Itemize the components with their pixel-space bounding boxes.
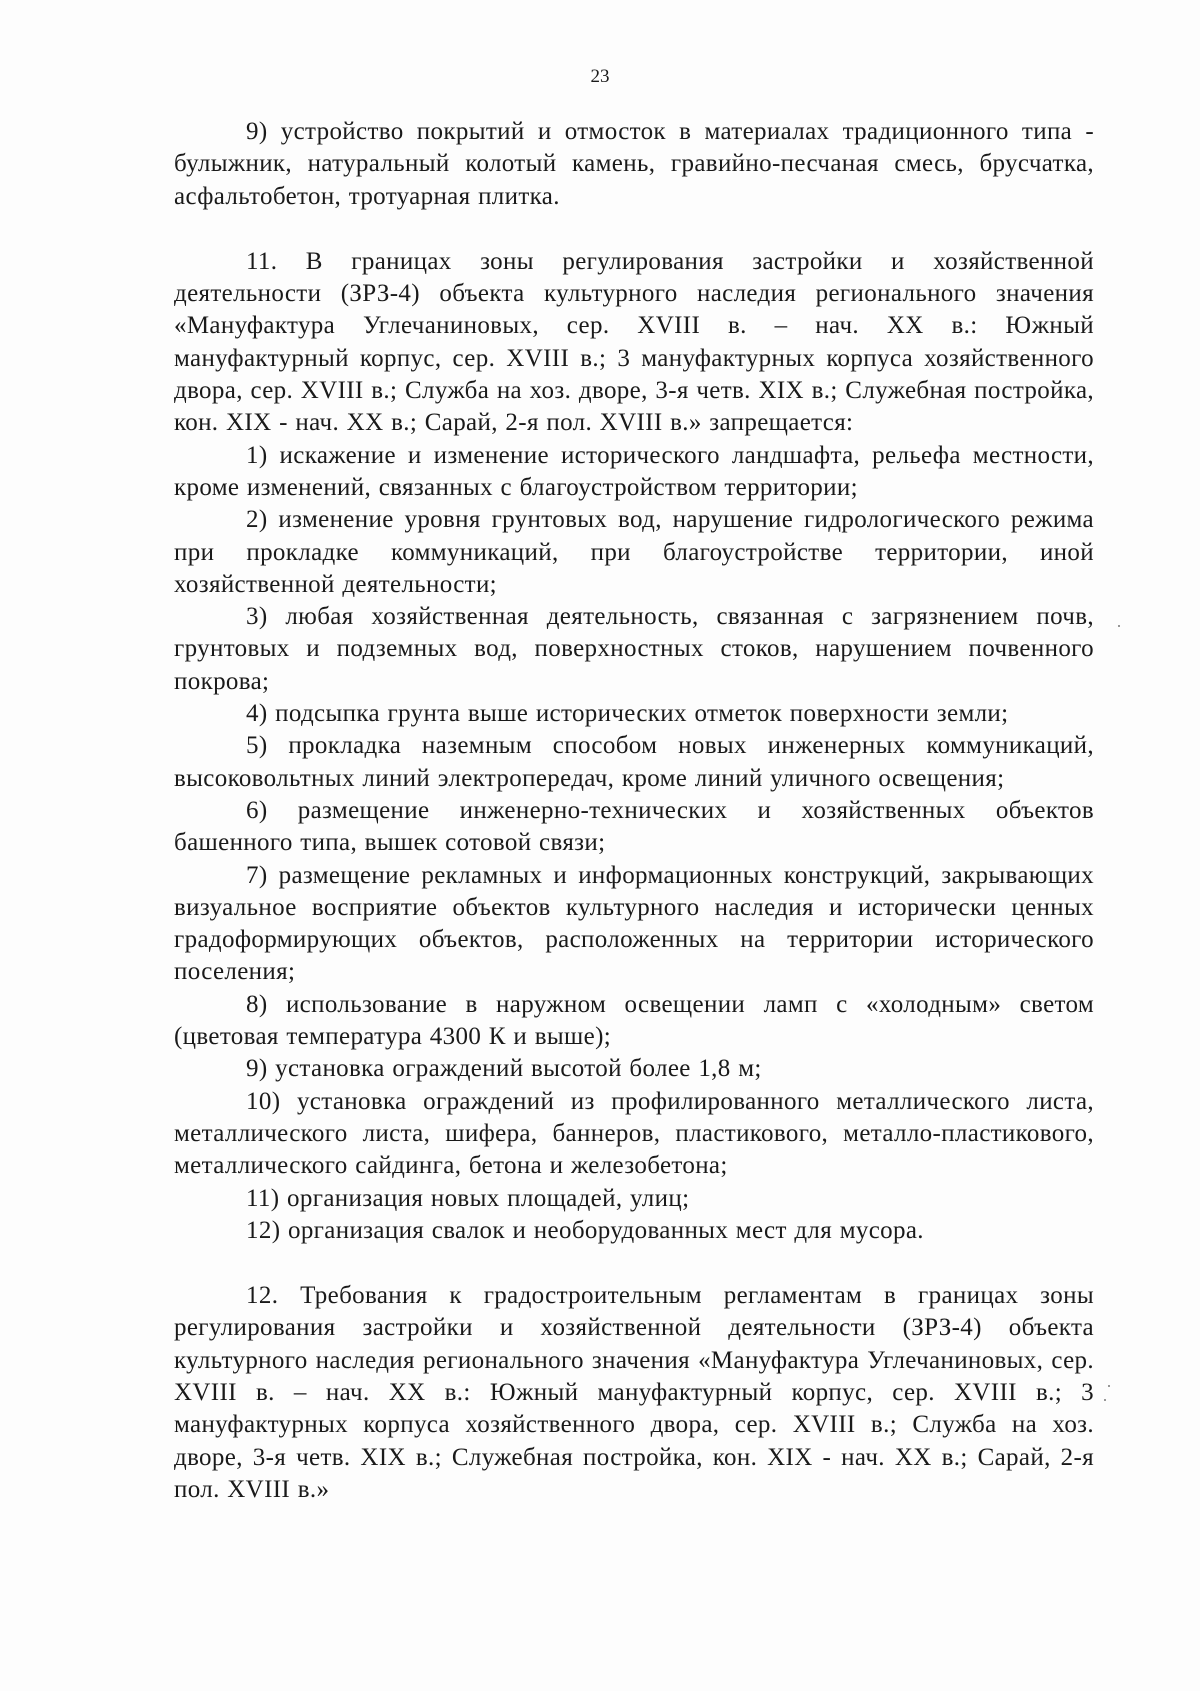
section-12-paragraph: 12. Требования к градостроительным регламентам в границах зоны регулирования застройки и хозяйственной деятельности (ЗРЗ-4) объекта культурного наследия регионального значения «Мануфактура Углечаниновых, сер. XVIII в. – нач. XX в.: Южный мануфактурный корпус, сер. XVIII в.; 3 мануфактурных корпуса хозяйственного двора, сер. XVIII в.; Служба на хоз. дворе, 3-я четв. XIX в.; Служебная постройка, кон. XIX - нач. XX в.; Сарай, 2-я пол. XVIII в.»	[174, 1282, 1094, 1503]
prohibition-item-11: 11) организация новых площадей, улиц;	[246, 1184, 690, 1212]
document-body	[174, 116, 1094, 1506]
prohibition-item-8: 8) использование в наружном освещении ламп с «холодным» светом (цветовая температура 4300 К и выше);	[174, 990, 1094, 1051]
prohibition-item-7: 7) размещение рекламных и информационных конструкций, закрывающих визуальное восприятие объектов культурного наследия и исторически ценных градоформирующих объектов, расположенных на территории исторического поселения;	[174, 861, 1094, 986]
scan-speck	[1104, 1399, 1106, 1401]
prohibition-item-5: 5) прокладка наземным способом новых инженерных коммуникаций, высоковольтных линий электропередач, кроме линий уличного освещения;	[174, 732, 1094, 792]
prohibition-item-2: 2) изменение уровня грунтовых вод, нарушение гидрологического режима при прокладке коммуникаций, при благоустройстве территории, иной хозяйственной деятельности;	[174, 506, 1094, 598]
prohibition-item-12: 12) организация свалок и необорудованных мест для мусора.	[246, 1216, 924, 1244]
prohibition-item-6: 6) размещение инженерно-технических и хозяйственных объектов башенного типа, вышек сотовой связи;	[174, 796, 1094, 857]
section-11-paragraph: 11. В границах зоны регулирования застройки и хозяйственной деятельности (ЗРЗ-4) объекта культурного наследия регионального значения «Мануфактура Углечаниновых, сер. XVIII в. – нач. XX в.: Южный мануфактурный корпус, сер. XVIII в.; 3 мануфактурных корпуса хозяйственного двора, сер. XVIII в.; Служба на хоз. дворе, 3-я четв. XIX в.; Служебная постройка, кон. XIX - нач. XX в.; Сарай, 2-я пол. XVIII в.» запрещается:	[174, 247, 1094, 437]
prohibition-item-9: 9) установка ограждений высотой более 1,8 м;	[246, 1055, 762, 1083]
page-number: 23	[590, 66, 610, 87]
scan-speck	[1118, 625, 1120, 627]
item-9-surfaces: 9) устройство покрытий и отмосток в материалах традиционного типа - булыжник, натуральный колотый камень, гравийно-песчаная смесь, брусчатка, асфальтобетон, тротуарная плитка.	[174, 118, 1094, 210]
prohibition-item-1: 1) искажение и изменение исторического ландшафта, рельефа местности, кроме изменений, связанных с благоустройством территории;	[174, 441, 1094, 501]
scan-speck	[1108, 1385, 1110, 1387]
prohibition-item-4: 4) подсыпка грунта выше исторических отметок поверхности земли;	[246, 700, 1009, 728]
prohibition-item-10: 10) установка ограждений из профилированного металлического листа, металлического листа, шифера, баннеров, пластикового, металло-пластикового, металлического сайдинга, бетона и железобетона;	[174, 1087, 1094, 1180]
prohibition-item-3: 3) любая хозяйственная деятельность, связанная с загрязнением почв, грунтовых и подземных вод, поверхностных стоков, нарушением почвенного покрова;	[174, 603, 1094, 695]
